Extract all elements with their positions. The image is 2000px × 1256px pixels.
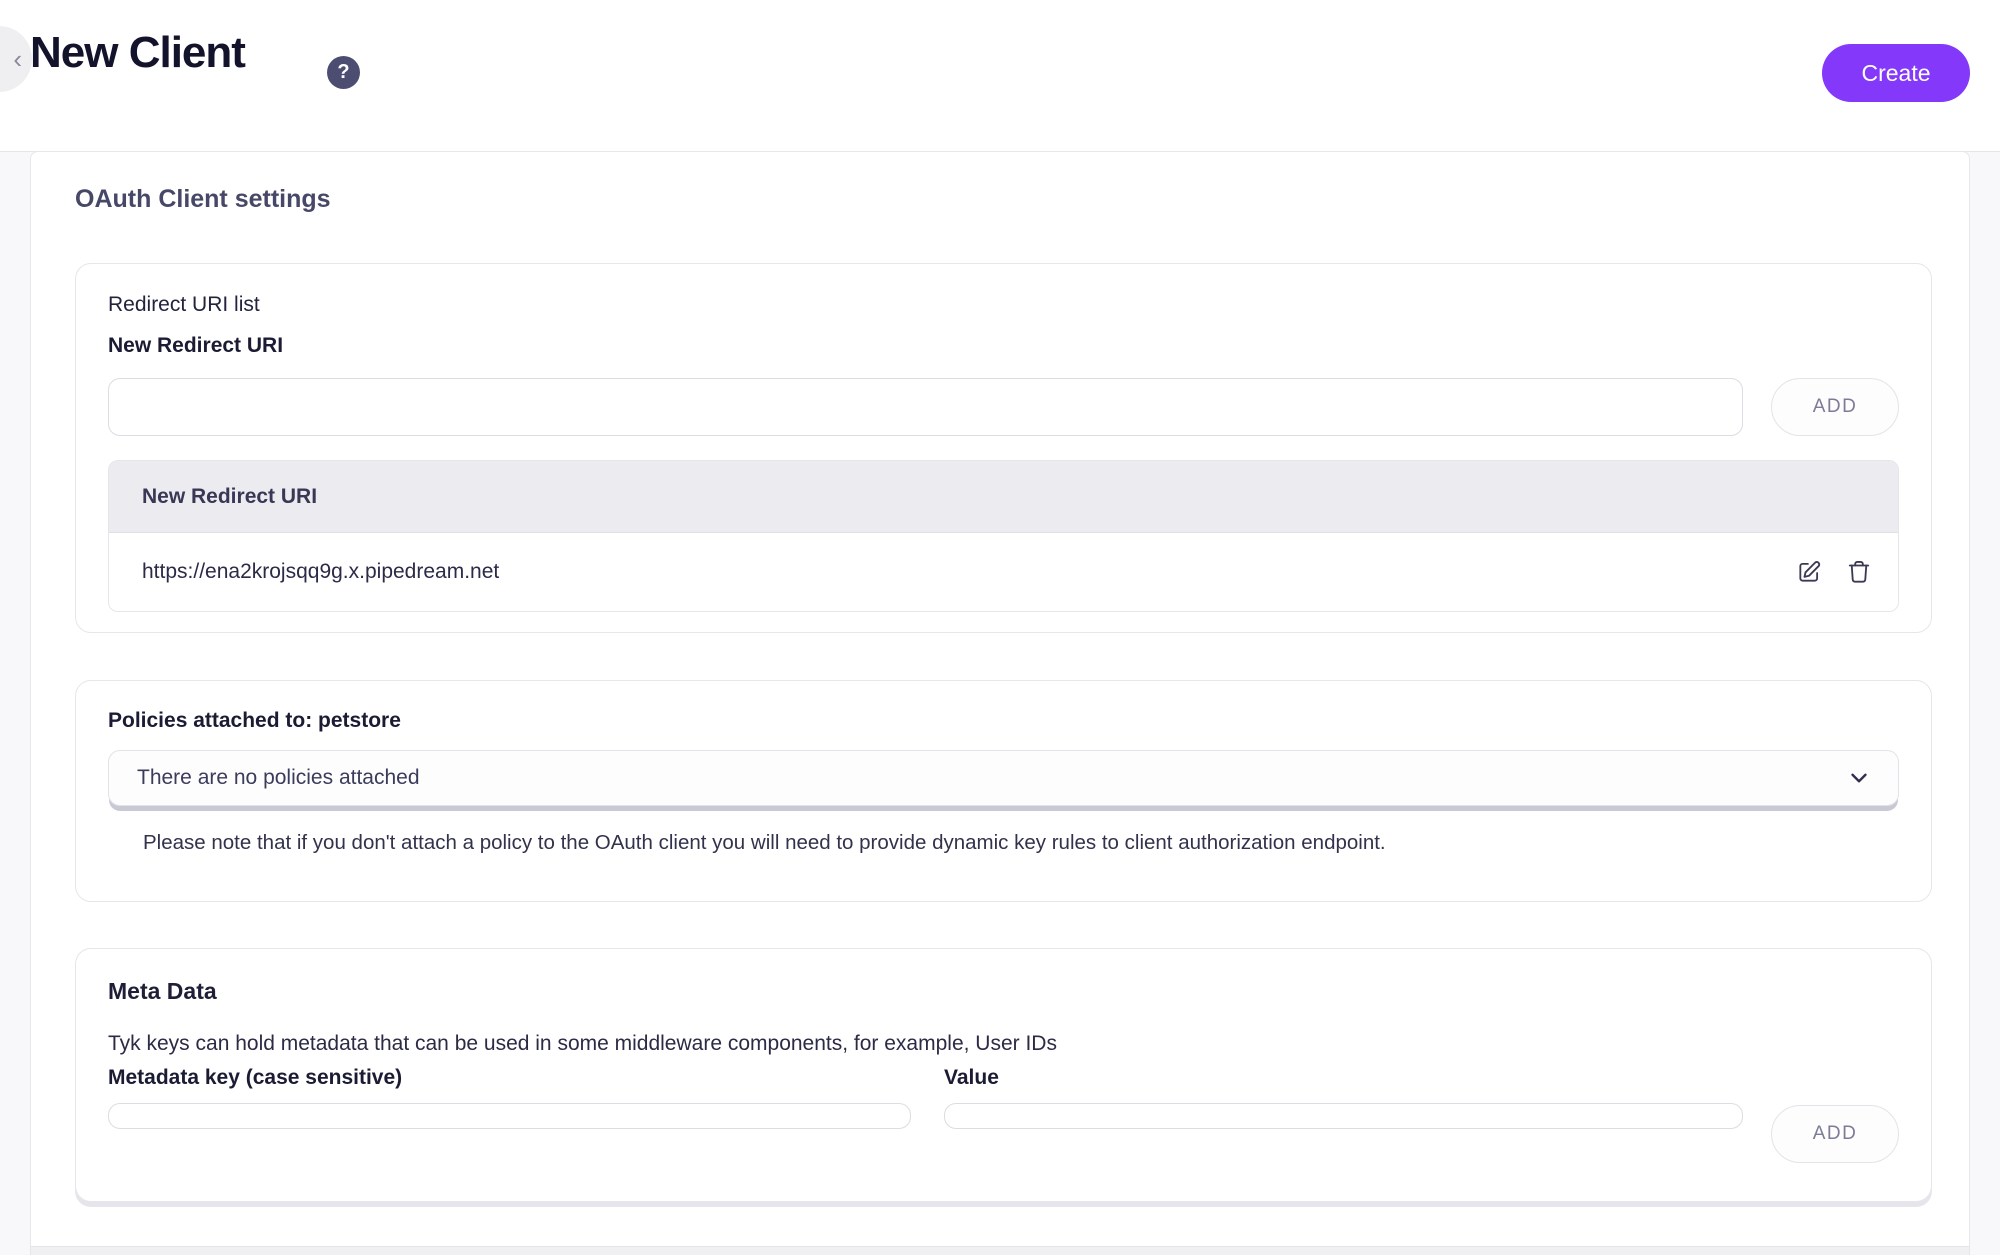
- policies-select-value: There are no policies attached: [137, 766, 420, 789]
- help-icon[interactable]: ?: [327, 56, 360, 89]
- row-actions: [1795, 558, 1873, 586]
- trash-icon: [1846, 559, 1872, 585]
- metadata-value-field: [944, 1065, 1743, 1129]
- redirect-uri-input-row: [108, 378, 1899, 436]
- metadata-key-field: [108, 1065, 911, 1129]
- metadata-title: Meta Data: [108, 978, 217, 1004]
- metadata-card: [75, 948, 1932, 1202]
- policies-label: Policies attached to: petstore: [108, 709, 401, 732]
- redirect-uri-list-label: Redirect URI list: [108, 293, 260, 316]
- policy-note: Please note that if you don't attach a policy to the OAuth client you will need to provide dynamic key rules to client authorization endpoint.: [143, 831, 1386, 854]
- add-redirect-uri-button[interactable]: ADD: [1771, 378, 1899, 436]
- sidebar-collapse-button[interactable]: [0, 26, 32, 92]
- edit-icon: [1796, 559, 1822, 585]
- redirect-uri-value: https://ena2krojsqq9g.x.pipedream.net: [142, 560, 500, 583]
- page-title: New Client: [30, 28, 245, 77]
- create-button[interactable]: Create: [1822, 44, 1970, 102]
- metadata-key-input[interactable]: [108, 1103, 911, 1129]
- policies-select[interactable]: [108, 750, 1899, 806]
- redirect-uri-table: [108, 460, 1899, 612]
- chevron-down-icon: [1846, 765, 1872, 791]
- policies-card: [75, 680, 1932, 902]
- section-title: OAuth Client settings: [75, 185, 331, 213]
- page-header: [0, 0, 2000, 152]
- edit-redirect-uri-button[interactable]: [1795, 558, 1823, 586]
- delete-redirect-uri-button[interactable]: [1845, 558, 1873, 586]
- main-panel: [30, 151, 1970, 1255]
- content-background: [0, 152, 2000, 1255]
- metadata-key-label: Metadata key (case sensitive): [108, 1066, 403, 1089]
- new-redirect-uri-label: New Redirect URI: [108, 334, 284, 357]
- bottom-divider-strip: [31, 1246, 1969, 1255]
- metadata-value-label: Value: [944, 1066, 999, 1089]
- metadata-input-row: [108, 1065, 1899, 1163]
- redirect-uri-input[interactable]: [108, 378, 1743, 436]
- metadata-description: Tyk keys can hold metadata that can be used in some middleware components, for example, User IDs: [108, 1032, 1057, 1055]
- metadata-value-input[interactable]: [944, 1103, 1743, 1129]
- table-row: [109, 533, 1898, 611]
- redirect-uri-table-header: New Redirect URI: [109, 461, 1898, 533]
- redirect-uri-card: [75, 263, 1932, 633]
- add-metadata-button[interactable]: ADD: [1771, 1105, 1899, 1163]
- chevron-left-icon: ‹: [13, 43, 22, 74]
